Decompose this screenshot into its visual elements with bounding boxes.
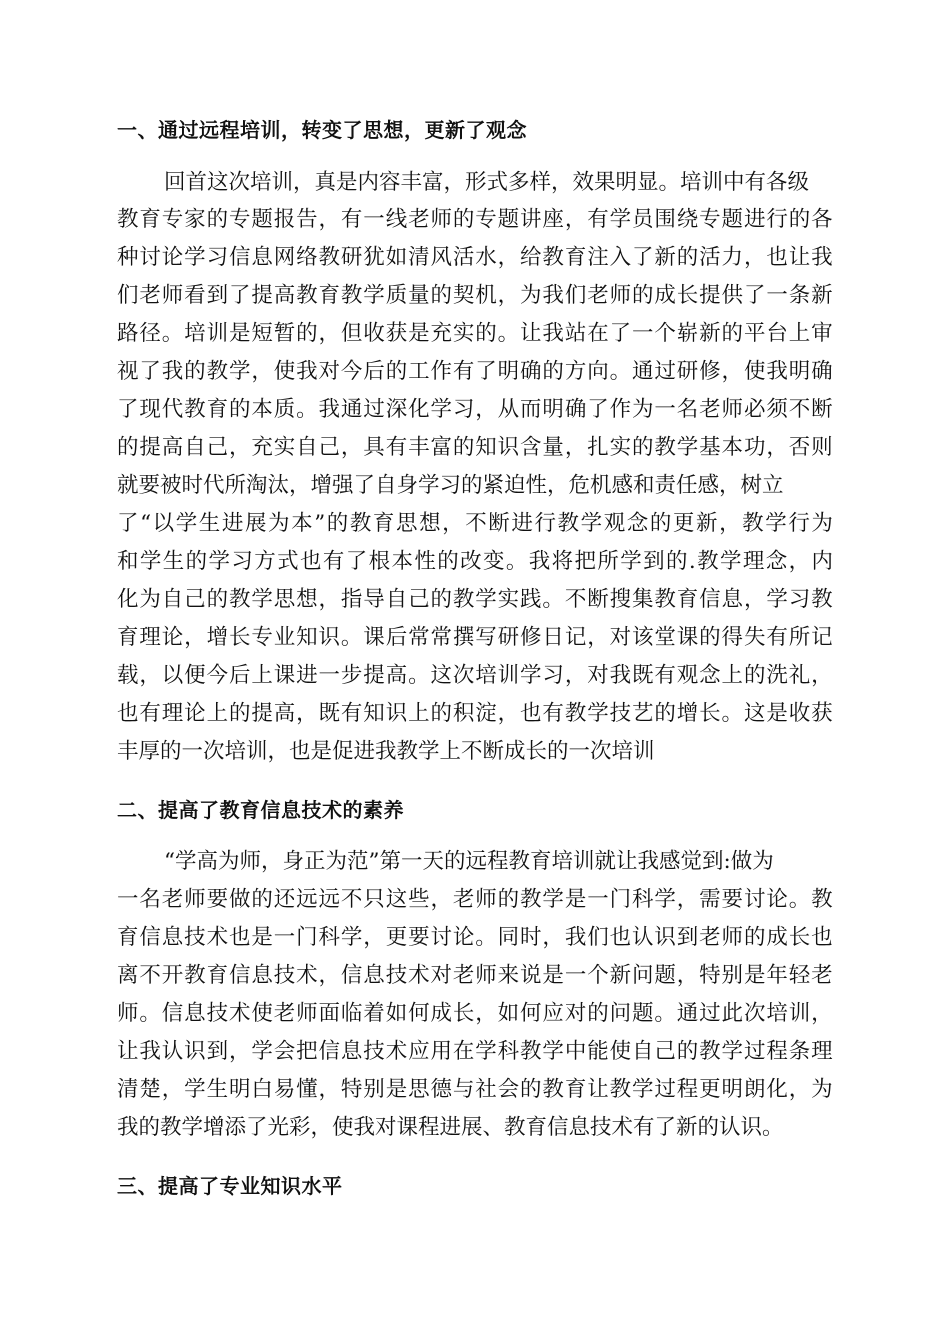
paragraph-line: 的 提 高 自 己 ， 充 实 自 己 ， 具 有 丰 富 的 知 识 含 量 ， 扎 实 的 教 学 基 本 功 ， 否 则 — [117, 435, 833, 460]
paragraph-line: 清 楚 ， 学 生 明 白 易 懂 ， 特 别 是 思 德 与 社 会 的 教 育 让 教 学 过 程 更 明 朗 化 ， 为 — [117, 1077, 833, 1102]
section-heading-2: 二、提高了教育信息技术的素养 — [117, 798, 404, 822]
paragraph-line: 师 。 信 息 技 术 使 老 师 面 临 着 如 何 成 长 ， 如 何 应 对 的 问 题 。 通 过 此 次 培 训 ， — [117, 1001, 833, 1026]
paragraph-line: 了 现 代 教 育 的 本 质 。 我 通 过 深 化 学 习 ， 从 而 明 确 了 作 为 一 名 老 师 必 须 不 断 — [117, 397, 833, 422]
paragraph-line: 教 育 专 家 的 专 题 报 告 ， 有 一 线 老 师 的 专 题 讲 座 ， 有 学 员 围 绕 专 题 进 行 的 各 — [117, 207, 833, 232]
paragraph-line: 回首这次培训，真是内容丰富，形式多样，效果明显。培训中有各级 — [164, 170, 810, 195]
section-heading-1: 一、通过远程培训，转变了思想，更新了观念 — [117, 118, 527, 142]
paragraph-line: 一 名 老 师 要 做 的 还 远 远 不 只 这 些 ， 老 师 的 教 学 是 一 门 科 学 ， 需 要 讨 论 。 教 — [117, 887, 833, 912]
paragraph-line: 路 径 。 培 训 是 短 暂 的 ， 但 收 获 是 充 实 的 。 让 我 站 在 了 一 个 崭 新 的 平 台 上 审 — [117, 321, 833, 346]
paragraph-line: 们 老 师 看 到 了 提 高 教 育 教 学 质 量 的 契 机 ， 为 我 们 老 师 的 成 长 提 供 了 一 条 新 — [117, 283, 833, 308]
paragraph-line: 就要被时代所淘汰，增强了自身学习的紧迫性，危机感和责任感，树立 — [117, 473, 784, 498]
paragraph-line: 和 学 生 的 学 习 方 式 也 有 了 根 本 性 的 改 变 。 我 将 把 所 学 到 的 . 教 学 理 念 ， 内 — [117, 549, 833, 574]
section-heading-3: 三、提高了专业知识水平 — [117, 1174, 343, 1198]
paragraph-line: 让 我 认 识 到 ， 学 会 把 信 息 技 术 应 用 在 学 科 教 学 中 能 使 自 己 的 教 学 过 程 条 理 — [117, 1039, 833, 1064]
paragraph-line: 育 理 论 ， 增 长 专 业 知 识 。 课 后 常 常 撰 写 研 修 日 记 ， 对 该 堂 课 的 得 失 有 所 记 — [117, 625, 833, 650]
paragraph-line: 种 讨 论 学 习 信 息 网 络 教 研 犹 如 清 风 活 水 ， 给 教 育 注 入 了 新 的 活 力 ， 也 让 我 — [117, 245, 833, 270]
paragraph-line: 我的教学增添了光彩，使我对课程进展、教育信息技术有了新的认识。 — [117, 1115, 784, 1140]
paragraph-line: 也 有 理 论 上 的 提 高 ， 既 有 知 识 上 的 积 淀 ， 也 有 教 学 技 艺 的 增 长 。 这 是 收 获 — [117, 701, 833, 726]
paragraph-line: 育 信 息 技 术 也 是 一 门 科 学 ， 更 要 讨 论 。 同 时 ， 我 们 也 认 识 到 老 师 的 成 长 也 — [117, 925, 833, 950]
paragraph-line: “学高为师，身正为范”第一天的远程教育培训就让我感觉到:做为 — [164, 849, 774, 874]
paragraph-line: 离 不 开 教 育 信 息 技 术 ， 信 息 技 术 对 老 师 来 说 是 一 个 新 问 题 ， 特 别 是 年 轻 老 — [117, 963, 833, 988]
paragraph-line: 化 为 自 己 的 教 学 思 想 ， 指 导 自 己 的 教 学 实 践 。 不 断 搜 集 教 育 信 息 ， 学 习 教 — [117, 587, 833, 612]
paragraph-line: 了 “ 以 学 生 进 展 为 本 ” 的 教 育 思 想 ， 不 断 进 行 教 学 观 念 的 更 新 ， 教 学 行 为 — [117, 511, 833, 536]
paragraph-line: 视 了 我 的 教 学 ， 使 我 对 今 后 的 工 作 有 了 明 确 的 方 向 。 通 过 研 修 ， 使 我 明 确 — [117, 359, 833, 384]
paragraph-line: 载 ， 以 便 今 后 上 课 进 一 步 提 高 。 这 次 培 训 学 习 ， 对 我 既 有 观 念 上 的 洗 礼 ， — [117, 663, 833, 688]
paragraph-line: 丰厚的一次培训，也是促进我教学上不断成长的一次培训 — [117, 739, 655, 764]
